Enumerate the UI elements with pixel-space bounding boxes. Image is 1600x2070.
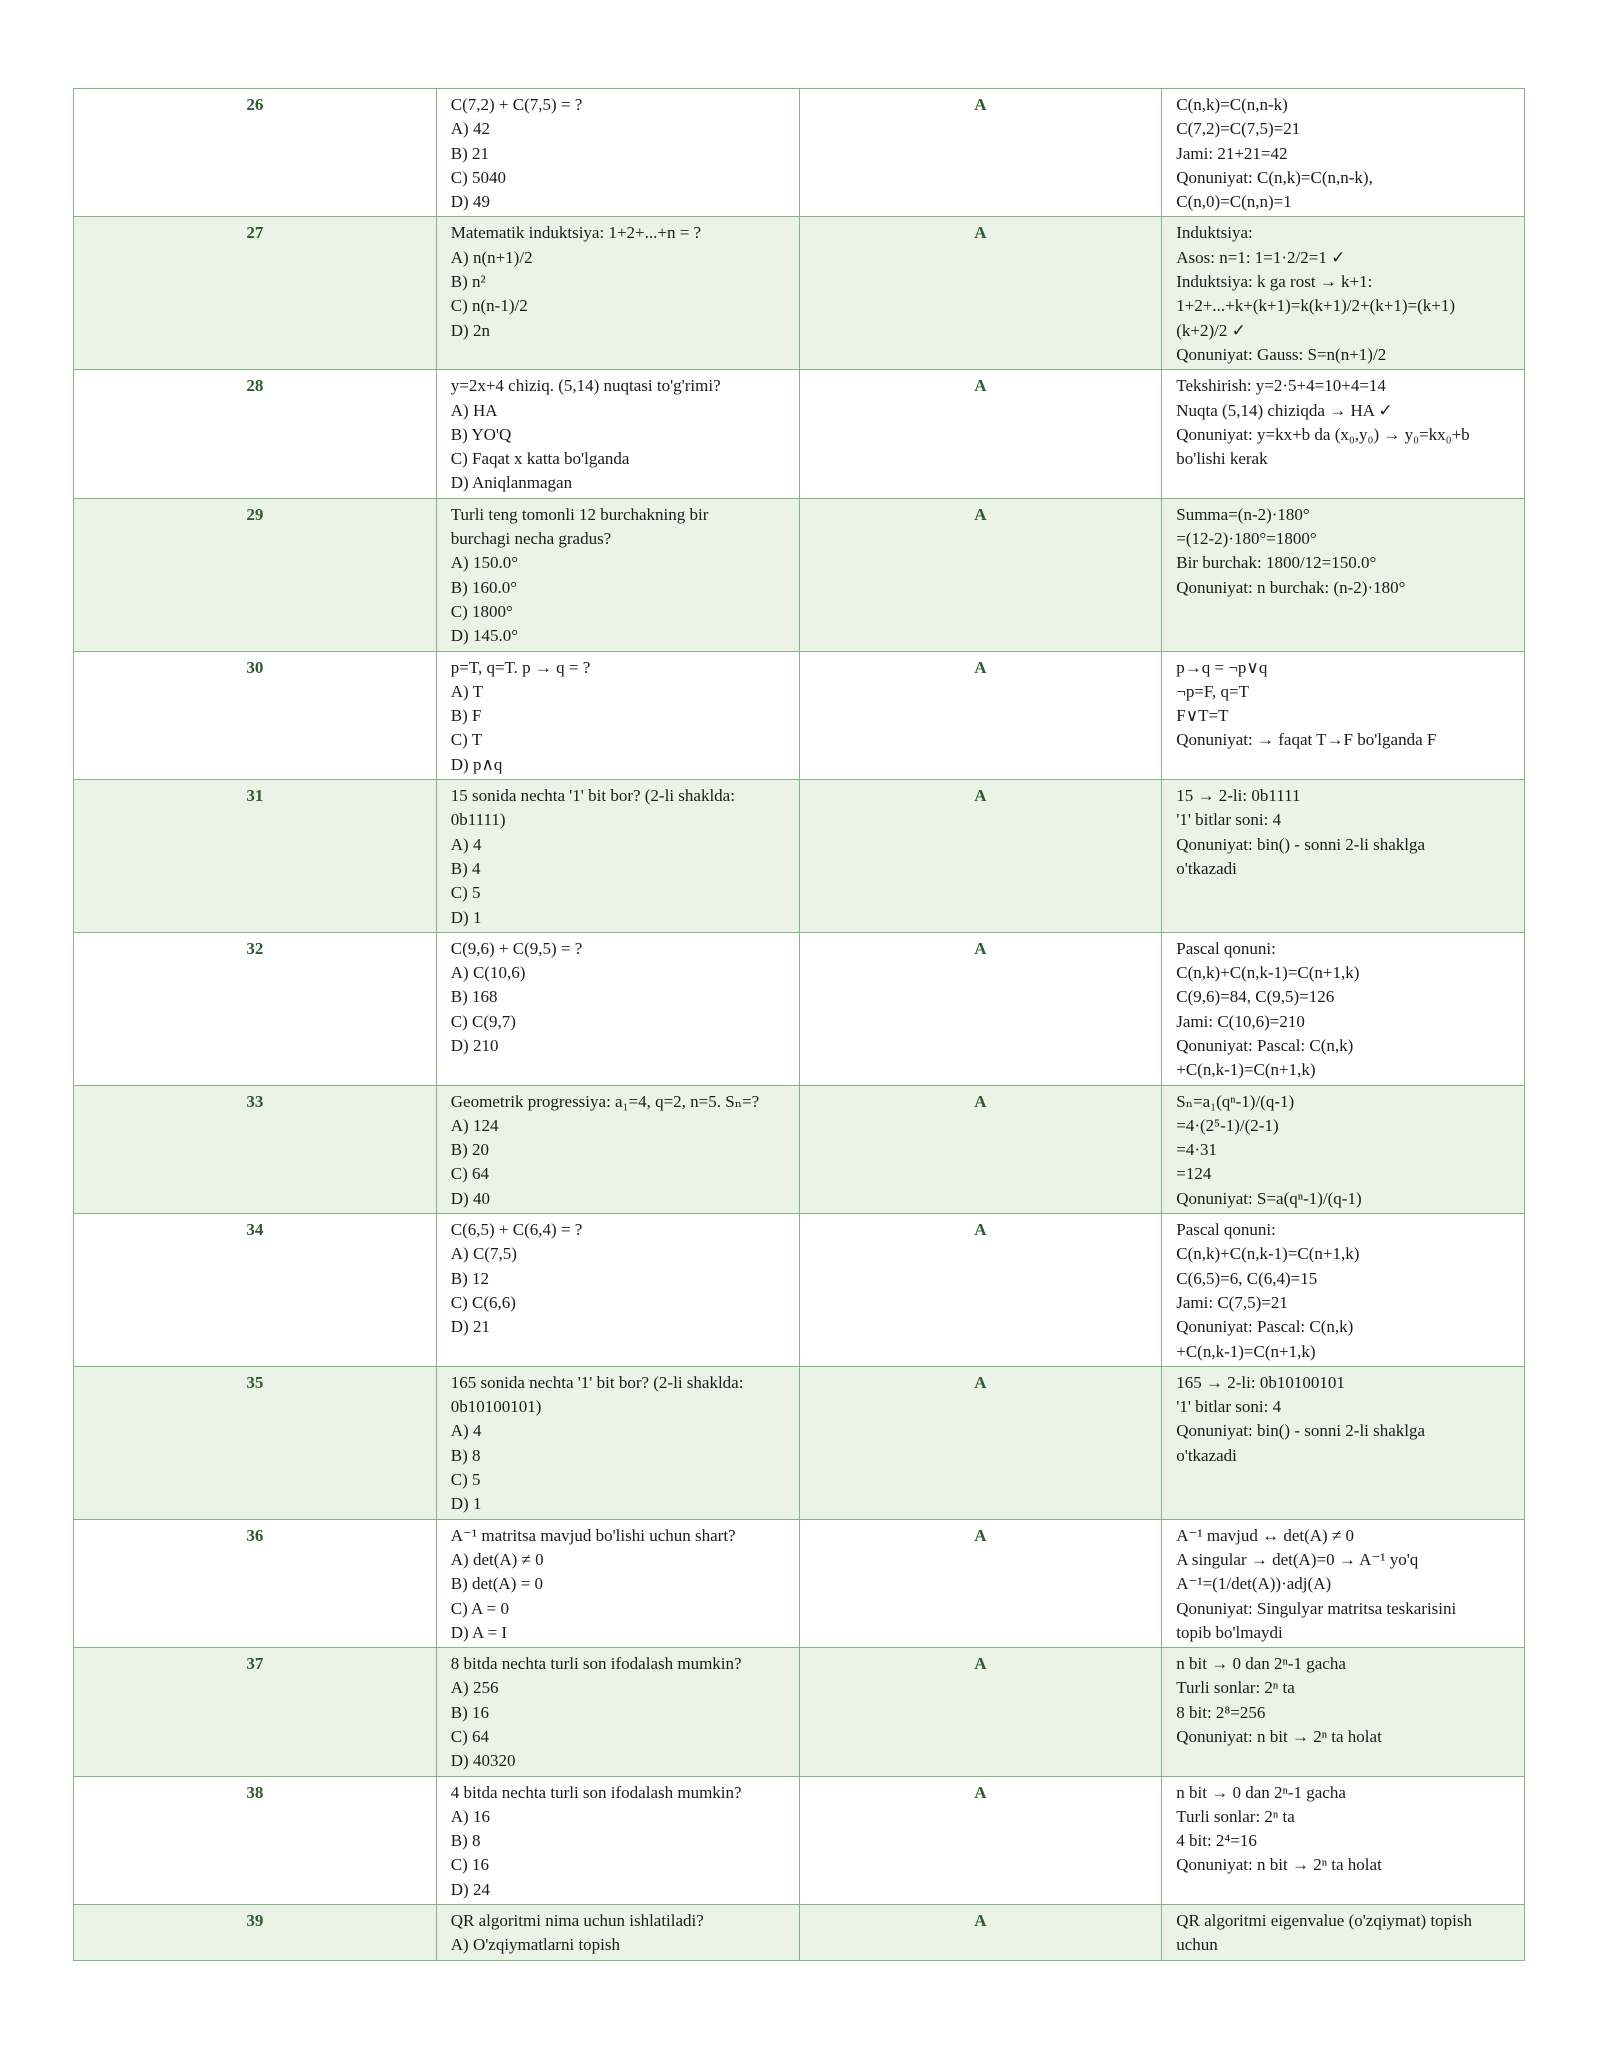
answer-option: 0b1111) bbox=[450, 810, 506, 830]
answer-option: C) Faqat x katta bo'lganda bbox=[450, 449, 630, 469]
answer-option: D) 40 bbox=[450, 1188, 490, 1208]
questions-table-body bbox=[74, 89, 1525, 1961]
explanation-line: topib bo'lmaydi bbox=[1176, 1622, 1283, 1642]
answer-option: D) 1 bbox=[450, 1494, 482, 1514]
answer-option: D) Aniqlanmagan bbox=[450, 473, 573, 493]
explanation-cell bbox=[1162, 1905, 1525, 1961]
correct-answer: A bbox=[799, 89, 1162, 217]
table-row bbox=[74, 932, 1525, 1085]
table-row bbox=[74, 1776, 1525, 1904]
answer-option: C) C(6,6) bbox=[450, 1292, 516, 1312]
table-row bbox=[74, 1085, 1525, 1213]
question-cell bbox=[436, 1648, 799, 1776]
correct-answer: A bbox=[799, 1519, 1162, 1647]
question-number: 35 bbox=[74, 1366, 437, 1519]
question-cell bbox=[436, 1776, 799, 1904]
explanation-line: n bit → 0 dan 2ⁿ-1 gacha bbox=[1176, 1782, 1346, 1802]
explanation-line: =124 bbox=[1176, 1164, 1212, 1184]
correct-answer: A bbox=[799, 1905, 1162, 1961]
answer-option: A) 16 bbox=[450, 1806, 490, 1826]
answer-option: A) n(n+1)/2 bbox=[450, 247, 533, 267]
answer-option: B) 16 bbox=[450, 1702, 489, 1722]
explanation-line: (k+2)/2 ✓ bbox=[1176, 320, 1246, 340]
answer-option: B) 160.0° bbox=[450, 577, 518, 597]
explanation-line: Jami: C(10,6)=210 bbox=[1176, 1011, 1305, 1031]
answer-option: B) 8 bbox=[450, 1445, 481, 1465]
explanation-line: C(n,k)=C(n,n-k) bbox=[1176, 95, 1288, 114]
table-row bbox=[74, 1366, 1525, 1519]
answer-option: A) T bbox=[450, 681, 484, 701]
explanation-line: C(n,0)=C(n,n)=1 bbox=[1176, 192, 1292, 212]
question-text: C(9,6) + C(9,5) = ? bbox=[450, 938, 583, 958]
explanation-line: Qonuniyat: bin() - sonni 2-li shaklga bbox=[1176, 834, 1426, 854]
explanation-line: Qonuniyat: Singulyar matritsa teskarisini bbox=[1176, 1598, 1457, 1618]
table-row bbox=[74, 217, 1525, 370]
explanation-line: Qonuniyat: C(n,k)=C(n,n-k), bbox=[1176, 167, 1373, 187]
explanation-line: Qonuniyat: Pascal: C(n,k) bbox=[1176, 1035, 1354, 1055]
answer-option: C) 64 bbox=[450, 1727, 489, 1746]
explanation-line: Summa=(n-2)·180° bbox=[1176, 504, 1310, 524]
answer-option: B) 21 bbox=[450, 143, 489, 163]
answer-option: D) 145.0° bbox=[450, 626, 518, 646]
question-text: 8 bitda nechta turli son ifodalash mumkin? bbox=[450, 1654, 742, 1674]
explanation-line: 1+2+...+k+(k+1)=k(k+1)/2+(k+1)=(k+1) bbox=[1176, 296, 1455, 316]
explanation-cell bbox=[1162, 651, 1525, 779]
answer-option: C) T bbox=[450, 730, 483, 750]
explanation-cell bbox=[1162, 498, 1525, 651]
explanation-line: Jami: C(7,5)=21 bbox=[1176, 1292, 1288, 1312]
explanation-line: Qonuniyat: n burchak: (n-2)·180° bbox=[1176, 577, 1406, 597]
answer-option: C) 1800° bbox=[450, 601, 513, 621]
correct-answer: A bbox=[799, 217, 1162, 370]
answer-option: C) n(n-1)/2 bbox=[450, 296, 528, 316]
question-cell bbox=[436, 217, 799, 370]
explanation-line: ¬p=F, q=T bbox=[1176, 681, 1249, 701]
question-text: Geometrik progressiya: a₁=4, q=2, n=5. Sₙ=? bbox=[450, 1091, 760, 1111]
table-row bbox=[74, 498, 1525, 651]
question-cell bbox=[436, 1519, 799, 1647]
table-row bbox=[74, 370, 1525, 498]
question-text: A⁻¹ matritsa mavjud bo'lishi uchun shart? bbox=[450, 1525, 736, 1545]
answer-option: B) 168 bbox=[450, 987, 498, 1007]
question-number: 26 bbox=[74, 89, 437, 217]
answer-option: C) 5 bbox=[450, 1470, 481, 1490]
correct-answer: A bbox=[799, 1366, 1162, 1519]
explanation-line: Qonuniyat: y=kx+b da (x₀,y₀) → y₀=kx₀+b bbox=[1176, 424, 1470, 444]
question-cell bbox=[436, 780, 799, 933]
explanation-line: F∨T=T bbox=[1176, 706, 1229, 726]
table-row bbox=[74, 780, 1525, 933]
question-cell bbox=[436, 1905, 799, 1961]
explanation-cell bbox=[1162, 932, 1525, 1085]
explanation-line: +C(n,k-1)=C(n+1,k) bbox=[1176, 1060, 1316, 1080]
explanation-line: Asos: n=1: 1=1·2/2=1 ✓ bbox=[1176, 247, 1346, 267]
explanation-cell bbox=[1162, 780, 1525, 933]
question-text: Turli teng tomonli 12 burchakning bir bbox=[450, 504, 709, 524]
explanation-line: Qonuniyat: → faqat T→F bo'lganda F bbox=[1176, 730, 1437, 750]
questions-table bbox=[73, 88, 1525, 1961]
explanation-line: Jami: 21+21=42 bbox=[1176, 143, 1288, 163]
explanation-line: Sₙ=a₁(qⁿ-1)/(q-1) bbox=[1176, 1091, 1295, 1111]
explanation-line: bo'lishi kerak bbox=[1176, 449, 1268, 469]
answer-option: D) A = I bbox=[450, 1622, 508, 1642]
answer-option: A) HA bbox=[450, 400, 498, 420]
explanation-line: Qonuniyat: Gauss: S=n(n+1)/2 bbox=[1176, 344, 1387, 364]
question-cell bbox=[436, 498, 799, 651]
correct-answer: A bbox=[799, 1214, 1162, 1367]
explanation-line: =(12-2)·180°=1800° bbox=[1176, 529, 1317, 549]
question-number: 33 bbox=[74, 1085, 437, 1213]
question-text: 15 sonida nechta '1' bit bor? (2-li shaklda: bbox=[450, 786, 735, 806]
explanation-line: Qonuniyat: S=a(qⁿ-1)/(q-1) bbox=[1176, 1188, 1362, 1208]
answer-option: A) C(10,6) bbox=[450, 963, 526, 983]
question-text: 4 bitda nechta turli son ifodalash mumkin? bbox=[450, 1782, 742, 1802]
answer-option: C) 16 bbox=[450, 1855, 489, 1875]
answer-option: B) 20 bbox=[450, 1140, 489, 1160]
explanation-line: Pascal qonuni: bbox=[1176, 938, 1276, 958]
explanation-line: Induktsiya: bbox=[1176, 223, 1253, 243]
answer-option: D) 1 bbox=[450, 907, 482, 927]
question-text: p=T, q=T. p → q = ? bbox=[450, 657, 591, 677]
explanation-line: 165 → 2-li: 0b10100101 bbox=[1176, 1372, 1345, 1392]
explanation-line: Turli sonlar: 2ⁿ ta bbox=[1176, 1678, 1295, 1698]
explanation-line: Nuqta (5,14) chiziqda → HA ✓ bbox=[1176, 400, 1393, 420]
table-row bbox=[74, 1905, 1525, 1961]
answer-option: 0b10100101) bbox=[450, 1397, 542, 1417]
answer-option: C) 5 bbox=[450, 883, 481, 903]
explanation-line: C(n,k)+C(n,k-1)=C(n+1,k) bbox=[1176, 963, 1360, 983]
explanation-cell bbox=[1162, 1519, 1525, 1647]
explanation-line: Qonuniyat: n bit → 2ⁿ ta holat bbox=[1176, 1855, 1382, 1875]
answer-option: A) 42 bbox=[450, 119, 490, 139]
answer-option: D) 210 bbox=[450, 1035, 499, 1055]
explanation-line: p→q = ¬p∨q bbox=[1176, 657, 1268, 677]
explanation-line: 4 bit: 2⁴=16 bbox=[1176, 1831, 1257, 1851]
explanation-line: A⁻¹=(1/det(A))·adj(A) bbox=[1176, 1574, 1332, 1594]
question-number: 28 bbox=[74, 370, 437, 498]
explanation-cell bbox=[1162, 370, 1525, 498]
answer-option: C) C(9,7) bbox=[450, 1011, 516, 1031]
explanation-line: o'tkazadi bbox=[1176, 1445, 1237, 1465]
answer-option: B) F bbox=[450, 706, 482, 726]
explanation-line: Turli sonlar: 2ⁿ ta bbox=[1176, 1806, 1295, 1826]
explanation-line: '1' bitlar soni: 4 bbox=[1176, 1397, 1282, 1417]
explanation-line: Qonuniyat: bin() - sonni 2-li shaklga bbox=[1176, 1421, 1426, 1441]
explanation-line: A⁻¹ mavjud ↔ det(A) ≠ 0 bbox=[1176, 1525, 1355, 1545]
question-cell bbox=[436, 1085, 799, 1213]
explanation-cell bbox=[1162, 89, 1525, 217]
table-row bbox=[74, 1214, 1525, 1367]
explanation-line: =4·31 bbox=[1176, 1140, 1217, 1160]
explanation-line: A singular → det(A)=0 → A⁻¹ yo'q bbox=[1176, 1549, 1419, 1569]
question-number: 37 bbox=[74, 1648, 437, 1776]
explanation-line: Induktsiya: k ga rost → k+1: bbox=[1176, 272, 1373, 292]
question-cell bbox=[436, 1366, 799, 1519]
explanation-line: '1' bitlar soni: 4 bbox=[1176, 810, 1282, 830]
table-row bbox=[74, 651, 1525, 779]
answer-option: A) 4 bbox=[450, 834, 482, 854]
question-number: 29 bbox=[74, 498, 437, 651]
explanation-cell bbox=[1162, 1648, 1525, 1776]
question-text: y=2x+4 chiziq. (5,14) nuqtasi to'g'rimi? bbox=[450, 376, 721, 396]
question-number: 32 bbox=[74, 932, 437, 1085]
document-page bbox=[73, 88, 1525, 1961]
explanation-line: uchun bbox=[1176, 1935, 1218, 1955]
answer-option: B) 8 bbox=[450, 1831, 481, 1851]
explanation-cell bbox=[1162, 1085, 1525, 1213]
question-number: 27 bbox=[74, 217, 437, 370]
explanation-line: o'tkazadi bbox=[1176, 858, 1237, 878]
answer-option: C) 5040 bbox=[450, 167, 506, 187]
explanation-line: =4·(2⁵-1)/(2-1) bbox=[1176, 1115, 1279, 1135]
answer-option: A) 256 bbox=[450, 1678, 499, 1698]
explanation-line: Qonuniyat: Pascal: C(n,k) bbox=[1176, 1317, 1354, 1337]
answer-option: D) 2n bbox=[450, 320, 490, 340]
table-row bbox=[74, 1648, 1525, 1776]
explanation-line: C(7,2)=C(7,5)=21 bbox=[1176, 119, 1301, 139]
question-number: 38 bbox=[74, 1776, 437, 1904]
correct-answer: A bbox=[799, 1648, 1162, 1776]
table-row bbox=[74, 1519, 1525, 1647]
question-text: 165 sonida nechta '1' bit bor? (2-li shaklda: bbox=[450, 1372, 744, 1392]
answer-option: A) 124 bbox=[450, 1115, 499, 1135]
explanation-line: 15 → 2-li: 0b1111 bbox=[1176, 786, 1301, 806]
explanation-line: QR algoritmi eigenvalue (o'zqiymat) topish bbox=[1176, 1911, 1473, 1931]
answer-option: D) 49 bbox=[450, 192, 490, 212]
explanation-line: Pascal qonuni: bbox=[1176, 1220, 1276, 1240]
explanation-cell bbox=[1162, 217, 1525, 370]
question-cell bbox=[436, 370, 799, 498]
question-cell bbox=[436, 932, 799, 1085]
explanation-cell bbox=[1162, 1214, 1525, 1367]
correct-answer: A bbox=[799, 932, 1162, 1085]
question-text: C(7,2) + C(7,5) = ? bbox=[450, 95, 583, 114]
correct-answer: A bbox=[799, 1085, 1162, 1213]
question-cell bbox=[436, 1214, 799, 1367]
answer-option: A) det(A) ≠ 0 bbox=[450, 1549, 544, 1569]
explanation-line: C(9,6)=84, C(9,5)=126 bbox=[1176, 987, 1335, 1007]
question-number: 36 bbox=[74, 1519, 437, 1647]
explanation-cell bbox=[1162, 1776, 1525, 1904]
answer-option: D) p∧q bbox=[450, 754, 503, 774]
explanation-line: 8 bit: 2⁸=256 bbox=[1176, 1702, 1266, 1722]
answer-option: D) 24 bbox=[450, 1879, 490, 1899]
question-number: 30 bbox=[74, 651, 437, 779]
explanation-cell bbox=[1162, 1366, 1525, 1519]
answer-option: A) O'zqiymatlarni topish bbox=[450, 1935, 621, 1955]
answer-option: A) 4 bbox=[450, 1421, 482, 1441]
question-text: C(6,5) + C(6,4) = ? bbox=[450, 1220, 583, 1240]
question-cell bbox=[436, 651, 799, 779]
correct-answer: A bbox=[799, 1776, 1162, 1904]
explanation-line: Tekshirish: y=2·5+4=10+4=14 bbox=[1176, 376, 1386, 396]
question-number: 31 bbox=[74, 780, 437, 933]
question-number: 34 bbox=[74, 1214, 437, 1367]
correct-answer: A bbox=[799, 780, 1162, 933]
answer-option: A) C(7,5) bbox=[450, 1244, 517, 1264]
answer-option: A) 150.0° bbox=[450, 553, 518, 573]
explanation-line: Bir burchak: 1800/12=150.0° bbox=[1176, 553, 1377, 573]
answer-option: B) 4 bbox=[450, 858, 481, 878]
answer-option: B) YO'Q bbox=[450, 424, 512, 444]
answer-option: B) 12 bbox=[450, 1268, 489, 1288]
explanation-line: C(6,5)=6, C(6,4)=15 bbox=[1176, 1268, 1318, 1288]
question-text: QR algoritmi nima uchun ishlatiladi? bbox=[450, 1911, 704, 1931]
answer-option: B) det(A) = 0 bbox=[450, 1574, 543, 1594]
answer-option: D) 21 bbox=[450, 1317, 490, 1337]
answer-option: C) 64 bbox=[450, 1164, 489, 1184]
question-number: 39 bbox=[74, 1905, 437, 1961]
correct-answer: A bbox=[799, 498, 1162, 651]
correct-answer: A bbox=[799, 651, 1162, 779]
explanation-line: n bit → 0 dan 2ⁿ-1 gacha bbox=[1176, 1654, 1346, 1674]
answer-option: B) n² bbox=[450, 272, 486, 292]
answer-option: D) 40320 bbox=[450, 1751, 516, 1771]
answer-option: burchagi necha gradus? bbox=[450, 529, 612, 549]
explanation-line: +C(n,k-1)=C(n+1,k) bbox=[1176, 1341, 1316, 1361]
answer-option: C) A = 0 bbox=[450, 1598, 509, 1618]
question-text: Matematik induktsiya: 1+2+...+n = ? bbox=[450, 223, 702, 243]
correct-answer: A bbox=[799, 370, 1162, 498]
table-row bbox=[74, 89, 1525, 217]
explanation-line: Qonuniyat: n bit → 2ⁿ ta holat bbox=[1176, 1727, 1382, 1746]
question-cell bbox=[436, 89, 799, 217]
explanation-line: C(n,k)+C(n,k-1)=C(n+1,k) bbox=[1176, 1244, 1360, 1264]
